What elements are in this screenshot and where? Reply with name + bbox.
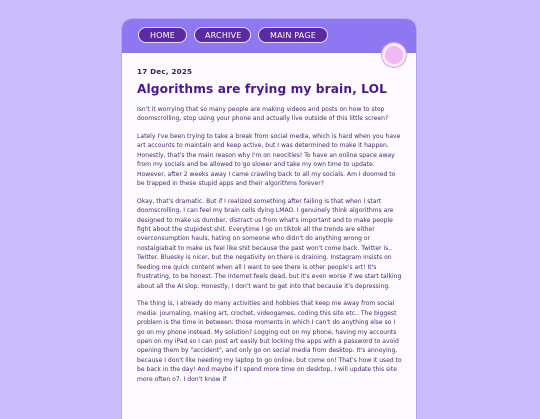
nav-main-page-button[interactable]: MAIN PAGE [258, 27, 328, 43]
blog-window [122, 19, 416, 419]
decorative-circle-icon [382, 43, 406, 67]
post-paragraph: Lately I've been trying to take a break from social media, which is hard when you have art accounts to maintain and keep active, but I was determined to make it happen. Honestly, that's the main reason why I'm on neocities! To have an online space away from my socials and be allowed to go slower and take my own time to update. However, after 2 weeks away I came crawling back to all my socials. Am I doomed to be trapped in these stupid apps and their algorithms forever? [137, 132, 401, 188]
nav-archive-button[interactable]: ARCHIVE [194, 27, 251, 43]
nav-bar [122, 19, 416, 53]
post-date: 17 Dec, 2025 [137, 67, 193, 76]
post-title: Algorithms are frying my brain, LOL [137, 82, 387, 96]
post-content [137, 67, 403, 392]
post-paragraph: The thing is, I already do many activities and hobbies that keep me away from social media: journaling, making art, crochet, videogames, coding this site etc.. The biggest problem is the time in between: those moments in which I can't do anything else so I go on my phone instead. My solution? Logging out on my phone, having my accounts open on my iPad so I can post art easily but locking the apps with a password to avoid opening them by "accident", and only go on social media from desktop. It's annoying, because I don't like needing my laptop to go online, but come on! That's how it used to be back in the day! And maybe if I spend more time on desktop, I will update this site more often o7. I don't know if [137, 300, 402, 383]
nav-home-button[interactable]: HOME [138, 27, 187, 43]
post-paragraph: Isn't it worrying that so many people are making videos and posts on how to stop doomscrolling, stop using your phone and actually live outside of this little screen? [137, 106, 389, 123]
post-paragraph: Okay, that's dramatic. But if I realized something after failing is that when I start doomscrolling, I can feel my brain cells dying LMAO. I genuinely think algorithms are designed to make us dumber, distract us from what's important and to make people fight about the stupidest shit. Everytime I go on tiktok all the trends are either overconsumption hauls, hating on someone who didn't do anything wrong or nostalgiabait to make us feel like shit because the past won't come back. Twitter is.. Twitter. Bluesky is nicer, but the negativity on there is draining. Instagram insists on feeding me quick content when all I want to see there is other people's art! It's frustrating, to be honest. The internet feels dead, but it's even worse if we start talking about all the AI slop. Honestly, I don't want to get into that because it's depressing. [137, 197, 402, 290]
